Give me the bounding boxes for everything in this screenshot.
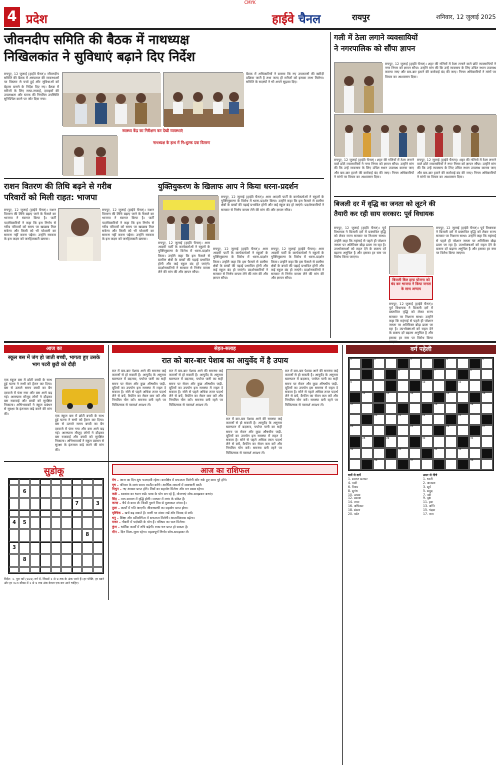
story-1-photo-1 bbox=[62, 72, 160, 126]
sudoku-cell[interactable] bbox=[40, 554, 50, 566]
brand-suffix: चैनल bbox=[298, 12, 321, 26]
sudoku-cell[interactable]: 3 bbox=[93, 498, 103, 510]
sudoku-cell[interactable] bbox=[61, 498, 71, 510]
sudoku-cell[interactable] bbox=[30, 517, 40, 529]
clue: 13. अग्नि bbox=[423, 504, 435, 509]
column-divider bbox=[342, 345, 343, 765]
cmyk-marker: CMYK bbox=[244, 0, 256, 5]
people-photo-icon bbox=[63, 73, 161, 127]
sudoku-cell[interactable] bbox=[82, 542, 92, 554]
sudoku-cell[interactable] bbox=[82, 554, 92, 566]
divider bbox=[4, 461, 338, 462]
sudoku-cell[interactable] bbox=[51, 517, 61, 529]
rashifal-text: कार्यों में गति आएगी। जीवनसाथी का सहयोग प्राप्त होगा। bbox=[120, 506, 189, 511]
rashifal-item bbox=[112, 525, 338, 529]
story-5-photo-2 bbox=[334, 114, 496, 156]
story-6-body-col-1: रायपुर, 12 जुलाई (हाईवे चैनल)। पूर्व विधायक ने बिजली दरों में प्रस्तावित वृद्धि को लेकर राज्य सरकार पर निशाना साधा। उन्होंने कहा कि महंगाई से पहले ही परेशान जनता पर अतिरिक्त बोझ डाला जा रहा है। उपभोक्ताओं को राहत देने के बजाय दरें बढ़ाना अनुचित है और इसका हर स्तर पर विरोध किया जाएगा। bbox=[334, 226, 386, 260]
sudoku-cell[interactable] bbox=[19, 498, 29, 510]
rashifal-item bbox=[112, 530, 338, 534]
sudoku-cell[interactable] bbox=[40, 485, 50, 497]
sudoku-cell[interactable] bbox=[30, 498, 40, 510]
story-6-pullquote: बिजली बिल हाफ योजना को बंद कर भाजपा ने किया जनता के साथ अन्याय bbox=[389, 276, 433, 300]
story-2-body: रायपुर, 12 जुलाई (हाईवे चैनल)। राशन वितरण की तिथि बढ़ाए जाने के फैसले का भाजपा ने स्वागत किया है। पार्टी पदाधिकारियों ने कहा कि इस निर्णय से गरीब परिवारों को समय पर खाद्यान्न मिल सकेगा और किसी को भी परेशानी का सामना नहीं करना पड़ेगा। उन्होंने सरकार के इस कदम को जनहितकारी बताया। bbox=[4, 208, 56, 242]
sudoku-cell[interactable]: 7 bbox=[72, 498, 82, 510]
story-1-headline-line-2: निखिलकांत ने सुविधाएं बढ़ाने दिए निर्देश bbox=[4, 50, 196, 65]
rashifal-item bbox=[112, 516, 338, 520]
health-photo-icon bbox=[227, 370, 283, 416]
sudoku-cell[interactable] bbox=[61, 529, 71, 541]
column-2-body-col-3: रात में बार-बार पेशाब आने की समस्या कई कारणों से हो सकती है। आयुर्वेद के अनुसार खानपान में बदलाव, पर्याप्त पानी का सही समय पर सेवन और कुछ औषधीय जड़ी-बूटियों का उपयोग इस समस्या में राहत दे सकता है। सोने से पहले अधिक तरल पदार्थ लेने से बचें, कैफीन का सेवन कम करें और नियमित योग करें। समस्या बनी रहने पर चिकित्सक से परामर्श अवश्य लें। bbox=[226, 417, 282, 455]
medicine-distribution-photo-icon bbox=[63, 136, 118, 176]
rashifal-sign: मकर – bbox=[112, 520, 122, 525]
sudoku-cell[interactable] bbox=[93, 529, 103, 541]
sudoku-cell[interactable] bbox=[72, 554, 82, 566]
rashifal-item bbox=[112, 487, 338, 491]
sudoku-cell[interactable] bbox=[61, 567, 71, 573]
brand-logo bbox=[272, 10, 342, 26]
story-6-portrait bbox=[389, 226, 433, 274]
clue: 9. वृक्ष bbox=[423, 496, 431, 501]
sudoku-cell[interactable] bbox=[9, 485, 19, 497]
sudoku-cell[interactable]: 8 bbox=[82, 529, 92, 541]
sudoku-cell[interactable]: 6 bbox=[19, 485, 29, 497]
rashifal-sign: कुंभ – bbox=[112, 524, 121, 529]
portrait-photo-icon bbox=[390, 227, 434, 275]
sudoku-cell[interactable]: 4 bbox=[9, 517, 19, 529]
story-5-headline-line-2: ने नगरपालिक को सौंपा ज्ञापन bbox=[334, 44, 416, 53]
sudoku-cell[interactable] bbox=[9, 567, 19, 573]
sudoku-cell[interactable] bbox=[72, 517, 82, 529]
rashifal-title: आज का राशिफल bbox=[112, 464, 338, 475]
sudoku-cell[interactable] bbox=[40, 529, 50, 541]
story-5-body: रायपुर, 12 जुलाई (हाईवे चैनल)। शहर की गलियों में ठेला लगाने वाले छोटे व्यवसायियों ने नगर निगम को ज्ञापन सौंपा। उन्होंने मांग की कि उन्हें व्यवसाय के लिए उचित स्थान उपलब्ध कराया जाए और बार-बार हटाने की कार्रवाई बंद की जाए। निगम अधिकारियों ने मांगों पर विचार का आश्वासन दिया। bbox=[385, 62, 496, 79]
rashifal-sign: मीन – bbox=[112, 529, 121, 534]
clue: 8. सुगंध bbox=[348, 488, 358, 493]
sudoku-cell[interactable] bbox=[51, 485, 61, 497]
sudoku-cell[interactable] bbox=[61, 485, 71, 497]
story-3-photo bbox=[158, 195, 218, 239]
sudoku-cell[interactable] bbox=[40, 567, 50, 573]
rashifal-text: नए अवसर प्राप्त होंगे। मित्रों का सहयोग मिलेगा और मन प्रसन्न रहेगा। bbox=[122, 487, 204, 492]
column-2-headline: रात को बार-बार पेशाब का आयुर्वेद में है उपाय bbox=[161, 356, 289, 365]
rashifal-item bbox=[112, 511, 338, 515]
story-6-body-col-3: रायपुर, 12 जुलाई (हाईवे चैनल)। पूर्व विधायक ने बिजली दरों में प्रस्तावित वृद्धि को लेकर राज्य सरकार पर निशाना साधा। उन्होंने कहा कि महंगाई से पहले ही परेशान जनता पर अतिरिक्त बोझ डाला जा रहा है। उपभोक्ताओं को राहत देने के बजाय दरें बढ़ाना अनुचित है और इसका हर स्तर पर विरोध किया जाएगा। bbox=[436, 226, 497, 256]
column-2-body-col-2: रात में बार-बार पेशाब आने की समस्या कई कारणों से हो सकती है। आयुर्वेद के अनुसार खानपान में बदलाव, पर्याप्त पानी का सही समय पर सेवन और कुछ औषधीय जड़ी-बूटियों का उपयोग इस समस्या में राहत दे सकता है। सोने से पहले अधिक तरल पदार्थ लेने से बचें, कैफीन का सेवन कम करें और नियमित योग करें। समस्या बनी रहने पर चिकित्सक से परामर्श अवश्य लें। bbox=[169, 369, 223, 407]
clue: 4. पानी bbox=[348, 480, 358, 485]
sudoku-title: सुडोकू bbox=[43, 467, 65, 477]
column-2-body-col-4: रात में बार-बार पेशाब आने की समस्या कई कारणों से हो सकती है। आयुर्वेद के अनुसार खानपान में बदलाव, पर्याप्त पानी का सही समय पर सेवन और कुछ औषधीय जड़ी-बूटियों का उपयोग इस समस्या में राहत दे सकता है। सोने से पहले अधिक तरल पदार्थ लेने से बचें, कैफीन का सेवन कम करें और नियमित योग करें। समस्या बनी रहने पर चिकित्सक से परामर्श अवश्य लें। bbox=[285, 369, 338, 407]
rashifal-item bbox=[112, 492, 338, 496]
story-2-body-continued: रायपुर, 12 जुलाई (हाईवे चैनल)। राशन वितरण की तिथि बढ़ाए जाने के फैसले का भाजपा ने स्वागत किया है। पार्टी पदाधिकारियों ने कहा कि इस निर्णय से गरीब परिवारों को समय पर खाद्यान्न मिल सकेगा और किसी को भी परेशानी का सामना नहीं करना पड़ेगा। उन्होंने सरकार के इस कदम को जनहितकारी बताया। bbox=[102, 208, 154, 242]
meeting-photo-icon bbox=[164, 73, 244, 127]
sudoku-cell[interactable]: 8 bbox=[19, 554, 29, 566]
story-1-body: रायपुर, 12 जुलाई (हाईवे चैनल)। जीवनदीप समिति की बैठक में अस्पताल की व्यवस्थाओं पर विस्तार से चर्चा हुई और सुविधाओं को बेहतर बनाने के निर्देश दिए गए। बैठक में मरीजों के लिए साफ-सफाई, दवाइयों की उपलब्धता और स्टाफ की नियमित उपस्थिति सुनिश्चित करने पर जोर दिया गया। bbox=[4, 72, 59, 102]
clue: 6. नियम bbox=[348, 484, 359, 489]
column-2-label: सेहत-सलाह bbox=[112, 345, 338, 353]
clue: 1. धरती bbox=[423, 476, 433, 481]
crossword-title: वर्ग पहेली bbox=[346, 345, 496, 354]
sudoku-cell[interactable] bbox=[9, 529, 19, 541]
sudoku-grid[interactable] bbox=[8, 478, 104, 574]
masthead bbox=[4, 7, 496, 27]
rashifal-sign: सिंह – bbox=[112, 496, 121, 501]
rashifal-text: मान-सम्मान में वृद्धि होगी। व्यापार में लाभ के संकेत हैं। bbox=[120, 496, 186, 501]
sudoku-cell[interactable] bbox=[51, 542, 61, 554]
rashifal-sign: मिथुन – bbox=[112, 487, 123, 492]
brand-name: हाईवे bbox=[272, 12, 295, 26]
column-1-label: आज का bbox=[4, 345, 104, 353]
rashifal-sign: मेष – bbox=[112, 478, 120, 482]
sudoku-cell[interactable] bbox=[40, 517, 50, 529]
rashifal-list bbox=[112, 478, 338, 764]
clue: 1. स्वागत सत्कार bbox=[348, 476, 368, 481]
section-title: प्रदेश bbox=[26, 12, 48, 26]
story-1-caption-1: स्वास्थ्य केंद्र का निरीक्षण कर देखी व्यवस्थाएं bbox=[122, 128, 183, 133]
sudoku-cell[interactable] bbox=[93, 517, 103, 529]
clue: 3. सूर्य bbox=[423, 484, 431, 489]
story-5-headline-line-1: गली में ठेला लगाने व्यवसायियों bbox=[334, 33, 418, 42]
clue: 12. प्रकाश bbox=[348, 496, 361, 501]
story-1-photo-3 bbox=[62, 135, 117, 175]
story-5-body-bottom-right: रायपुर, 12 जुलाई (हाईवे चैनल)। शहर की गलियों में ठेला लगाने वाले छोटे व्यवसायियों ने नगर निगम को ज्ञापन सौंपा। उन्होंने मांग की कि उन्हें व्यवसाय के लिए उचित स्थान उपलब्ध कराया जाए और बार-बार हटाने की कार्रवाई बंद की जाए। निगम अधिकारियों ने मांगों पर विचार का आश्वासन दिया। bbox=[417, 158, 496, 179]
column-2-body-col-1: रात में बार-बार पेशाब आने की समस्या कई कारणों से हो सकती है। आयुर्वेद के अनुसार खानपान में बदलाव, पर्याप्त पानी का सही समय पर सेवन और कुछ औषधीय जड़ी-बूटियों का उपयोग इस समस्या में राहत दे सकता है। सोने से पहले अधिक तरल पदार्थ लेने से बचें, कैफीन का सेवन कम करें और नियमित योग करें। समस्या बनी रहने पर चिकित्सक से परामर्श अवश्य लें। bbox=[112, 369, 166, 407]
story-6-headline-line-2: तैयारी कर रही साय सरकार: पूर्व विधायक bbox=[334, 210, 434, 218]
rashifal-text: स्वास्थ्य का ध्यान रखें। यात्रा के योग बन रहे हैं, योजनाएं सोच-समझकर बनाएं। bbox=[121, 492, 213, 497]
story-1-headline bbox=[4, 32, 324, 70]
column-2-photo bbox=[226, 369, 282, 415]
column-1-body-right: एक स्कूल बस में छोटी बच्ची के साथ हुई घटना ने सभी को हैरान कर दिया। बस से उतरते समय बच्ची का बैग दरवाजे में फंस गया और बस आगे बढ़ गई। आसपास मौजूद लोगों ने दौड़कर बस रुकवाई और बच्ची को सुरक्षित निकाला। अभिभावकों ने स्कूल प्रबंधन से सुरक्षा के इंतजाम कड़े करने की मांग की। bbox=[55, 414, 104, 452]
story-1-body-continued: बैठक में अधिकारियों ने बताया कि नए उपकरणों की खरीदी प्रक्रिया जारी है तथा जल्द ही मरीजों को इसका लाभ मिलेगा। समिति के सदस्यों ने भी अपने सुझाव दिए। bbox=[246, 72, 324, 85]
sudoku-cell[interactable] bbox=[40, 498, 50, 510]
clue: 11. हवा bbox=[423, 500, 434, 505]
column-1-photo bbox=[55, 378, 104, 412]
portrait-photo-icon bbox=[59, 209, 101, 261]
clue: 16. अधिकार bbox=[348, 504, 364, 509]
rashifal-text: दिन मिला-जुला रहेगा। महत्वपूर्ण निर्णय सोच-समझकर लें। bbox=[120, 529, 190, 534]
clue: 2. आकाश bbox=[423, 480, 436, 485]
sudoku-cell[interactable] bbox=[51, 567, 61, 573]
story-1-caption-2: नाथध्यक्ष के हाथ में नि:शुल्क दवा वितरण bbox=[153, 140, 210, 145]
story-6-headline-line-1: बिजली दर में वृद्धि का जनता को लूटने की bbox=[334, 200, 436, 208]
clue: 15. चंद्रमा bbox=[423, 508, 436, 513]
clue: 7. नदी bbox=[423, 492, 432, 497]
rashifal-item bbox=[112, 506, 338, 510]
column-1-headline: स्कूल बस में जंग हो जाती बच्ची, भागता हुए उसके भाग पटरी छूटी को दौड़ी bbox=[8, 355, 100, 368]
sudoku-cell[interactable]: 3 bbox=[9, 542, 19, 554]
rashifal-text: खर्च बढ़ सकते हैं। वाणी पर संयम रखें और विवाद से बचें। bbox=[124, 510, 193, 515]
rashifal-text: आज का दिन शुभ फलदायी रहेगा। कार्यक्षेत्र में सफलता मिलेगी और रुके हुए काम पूरे होंगे। bbox=[119, 478, 227, 482]
story-2-headline-line-1: राशन वितरण की तिथि बढ़ने से गरीब bbox=[4, 182, 112, 191]
story-1-photo-2 bbox=[163, 72, 243, 126]
column-divider bbox=[108, 345, 109, 600]
section-divider bbox=[4, 341, 496, 343]
rashifal-sign: वृश्चिक – bbox=[112, 510, 125, 515]
story-3-body-col-2: रायपुर, 12 जुलाई (हाईवे चैनल)। आम आदमी पार्टी के कार्यकर्ताओं ने स्कूलों के युक्तियुकरण के विरोध में धरना-प्रदर्शन किया। उन्होंने कहा कि इस फैसले से ग्रामीण क्षेत्रों के बच्चों की पढ़ाई प्रभावित होगी और कई स्कूल बंद हो जाएंगे। प्रदर्शनकारियों ने सरकार से निर्णय वापस लेने की मांग की और ज्ञापन सौंपा। bbox=[213, 247, 268, 281]
clue: 17. तारा bbox=[423, 512, 434, 517]
story-1-headline-line-1: जीवनदीप समिति की बैठक में नाथध्यक्ष bbox=[4, 33, 190, 48]
rashifal-text: शिक्षा और प्रतियोगिता में सफलता मिलेगी। आत्मविश्वास बढ़ेगा। bbox=[119, 515, 195, 520]
sudoku-cell[interactable] bbox=[93, 542, 103, 554]
story-3-headline: युक्तियुकरण के खिलाफ आप ने किया धरना-प्रदर्शन bbox=[158, 182, 298, 191]
story-2-headline-line-2: परिवारों को मिली राहत: भाजपा bbox=[4, 193, 98, 202]
column-1-body-left: एक स्कूल बस में छोटी बच्ची के साथ हुई घटना ने सभी को हैरान कर दिया। बस से उतरते समय बच्ची का बैग दरवाजे में फंस गया और बस आगे बढ़ गई। आसपास मौजूद लोगों ने दौड़कर बस रुकवाई और बच्ची को सुरक्षित निकाला। अभिभावकों ने स्कूल प्रबंधन से सुरक्षा के इंतजाम कड़े करने की मांग की। bbox=[4, 378, 52, 416]
sudoku-cell[interactable] bbox=[51, 498, 61, 510]
sudoku-cell[interactable] bbox=[40, 542, 50, 554]
issue-date: शनिवार, 12 जुलाई 2025 bbox=[436, 14, 496, 21]
sudoku-cell[interactable] bbox=[30, 554, 40, 566]
rashifal-item bbox=[112, 478, 338, 482]
sudoku-cell[interactable] bbox=[93, 485, 103, 497]
rashifal-item bbox=[112, 501, 338, 505]
clue: 18. संसार bbox=[348, 508, 361, 513]
rashifal-sign: कन्या – bbox=[112, 501, 123, 506]
rashifal-item bbox=[112, 520, 338, 524]
sudoku-cell[interactable] bbox=[30, 485, 40, 497]
sudoku-cell[interactable] bbox=[82, 517, 92, 529]
sudoku-cell[interactable] bbox=[72, 542, 82, 554]
sudoku-cell[interactable] bbox=[82, 567, 92, 573]
sudoku-cell[interactable] bbox=[19, 529, 29, 541]
rashifal-sign: धनु – bbox=[112, 515, 120, 520]
story-3-body-col-3: रायपुर, 12 जुलाई (हाईवे चैनल)। आम आदमी पार्टी के कार्यकर्ताओं ने स्कूलों के युक्तियुकरण के विरोध में धरना-प्रदर्शन किया। उन्होंने कहा कि इस फैसले से ग्रामीण क्षेत्रों के बच्चों की पढ़ाई प्रभावित होगी और कई स्कूल बंद हो जाएंगे। प्रदर्शनकारियों ने सरकार से निर्णय वापस लेने की मांग की और ज्ञापन सौंपा। bbox=[271, 247, 324, 281]
city-name: रायपुर bbox=[352, 13, 370, 22]
sudoku-cell[interactable] bbox=[51, 529, 61, 541]
sudoku-cell[interactable] bbox=[82, 498, 92, 510]
rashifal-text: परिवार के साथ समय व्यतीत करेंगे। आर्थिक मामलों में सावधानी बरतें। bbox=[119, 482, 203, 487]
sudoku-cell[interactable] bbox=[30, 567, 40, 573]
page-number: 4 bbox=[4, 7, 20, 27]
rashifal-sign: वृष – bbox=[112, 482, 120, 487]
clue: 14. वचन bbox=[348, 500, 360, 505]
sudoku-cell[interactable] bbox=[9, 554, 19, 566]
school-bus-photo-icon bbox=[56, 379, 105, 413]
column-divider bbox=[330, 32, 331, 338]
protest-photo-icon bbox=[159, 196, 219, 240]
rashifal-text: धैर्य से काम लें। किसी पुराने मित्र से मुलाकात संभव है। bbox=[122, 501, 187, 506]
clue: 20. पर्वत bbox=[348, 512, 360, 517]
clue: 10. उत्सव bbox=[348, 492, 361, 497]
sudoku-cell[interactable] bbox=[9, 498, 19, 510]
divider bbox=[334, 196, 496, 197]
rashifal-item bbox=[112, 497, 338, 501]
sudoku-cell[interactable] bbox=[72, 485, 82, 497]
sudoku-cell[interactable] bbox=[82, 485, 92, 497]
story-3-body-col-1: रायपुर, 12 जुलाई (हाईवे चैनल)। आम आदमी पार्टी के कार्यकर्ताओं ने स्कूलों के युक्तियुकरण के विरोध में धरना-प्रदर्शन किया। उन्होंने कहा कि इस फैसले से ग्रामीण क्षेत्रों के बच्चों की पढ़ाई प्रभावित होगी और कई स्कूल बंद हो जाएंगे। प्रदर्शनकारियों ने सरकार से निर्णय वापस लेने की मांग की और ज्ञापन सौंपा। bbox=[158, 241, 210, 275]
crossword-grid[interactable]: 1 2 3 4 5 6 7 8 9 10 11 12 13 14 15 16 17 18 19 20 21 22 23 24 25 26 27 28 29 30 31 32 33 34 35 36 37 38 bbox=[348, 357, 494, 471]
story-5-photo-1 bbox=[334, 62, 382, 112]
sudoku-cell[interactable] bbox=[61, 542, 71, 554]
rashifal-text: नौकरी में पदोन्नति के योग हैं। परिश्रम का फल मिलेगा। bbox=[121, 520, 186, 525]
sudoku-instructions: निर्देश: 1. पूरा करें (9x9) वर्ग में, जिसमें 1 से 9 तक के अंक भरने हैं। हर पंक्ति, हर खाने और हर 3x3 बॉक्स में 1 से 9 तक अंक केवल एक बार आने चाहिए। bbox=[4, 577, 104, 585]
story-2-portrait bbox=[58, 208, 100, 260]
crossword-across-title: बायें से दायें bbox=[348, 473, 361, 477]
crossword-down-clues bbox=[423, 474, 495, 764]
clue: 5. समुद्र bbox=[423, 488, 433, 493]
rashifal-sign: तुला – bbox=[112, 506, 121, 511]
sudoku-cell[interactable] bbox=[19, 542, 29, 554]
rashifal-text: धार्मिक कार्यों में रुचि बढ़ेगी। रुका धन प्राप्त हो सकता है। bbox=[120, 524, 189, 529]
story-5-body-bottom-left: रायपुर, 12 जुलाई (हाईवे चैनल)। शहर की गलियों में ठेला लगाने वाले छोटे व्यवसायियों ने नगर निगम को ज्ञापन सौंपा। उन्होंने मांग की कि उन्हें व्यवसाय के लिए उचित स्थान उपलब्ध कराया जाए और बार-बार हटाने की कार्रवाई बंद की जाए। निगम अधिकारियों ने मांगों पर विचार का आश्वासन दिया। bbox=[334, 158, 414, 179]
crossword-down-title: ऊपर से नीचे bbox=[423, 473, 438, 477]
sudoku-cell[interactable] bbox=[30, 542, 40, 554]
rashifal-sign: कर्क – bbox=[112, 492, 122, 497]
story-6-headline bbox=[334, 199, 496, 225]
sudoku-cell[interactable] bbox=[61, 554, 71, 566]
story-5-headline bbox=[334, 32, 496, 62]
sudoku-cell[interactable] bbox=[30, 529, 40, 541]
crossword-across-clues bbox=[348, 474, 420, 764]
vendors-photo-icon bbox=[335, 63, 383, 113]
masthead-rule bbox=[4, 28, 496, 30]
sudoku-cell[interactable] bbox=[93, 554, 103, 566]
sudoku-cell[interactable]: 5 bbox=[19, 517, 29, 529]
group-photo-icon bbox=[335, 115, 497, 157]
sudoku-cell[interactable] bbox=[61, 517, 71, 529]
sudoku-cell[interactable] bbox=[19, 567, 29, 573]
story-6-body-col-2: रायपुर, 12 जुलाई (हाईवे चैनल)। पूर्व विधायक ने बिजली दरों में प्रस्तावित वृद्धि को लेकर राज्य सरकार पर निशाना साधा। उन्होंने कहा कि महंगाई से पहले ही परेशान जनता पर अतिरिक्त बोझ डाला जा रहा है। उपभोक्ताओं को राहत देने के बजाय दरें बढ़ाना अनुचित है और इसका हर स्तर पर विरोध किया bbox=[389, 302, 433, 340]
sudoku-cell[interactable] bbox=[51, 554, 61, 566]
story-3-body-top: रायपुर, 12 जुलाई (हाईवे चैनल)। आम आदमी पार्टी के कार्यकर्ताओं ने स्कूलों के युक्तियुकरण के विरोध में धरना-प्रदर्शन किया। उन्होंने कहा कि इस फैसले से ग्रामीण क्षेत्रों के बच्चों की पढ़ाई प्रभावित होगी और कई स्कूल बंद हो जाएंगे। प्रदर्शनकारियों ने सरकार से निर्णय वापस लेने की मांग की और ज्ञापन सौंपा। bbox=[221, 195, 324, 212]
sudoku-cell[interactable] bbox=[72, 529, 82, 541]
story-2-headline bbox=[4, 181, 154, 211]
sudoku-cell[interactable] bbox=[93, 567, 103, 573]
divider bbox=[4, 178, 324, 179]
sudoku-cell[interactable] bbox=[72, 567, 82, 573]
